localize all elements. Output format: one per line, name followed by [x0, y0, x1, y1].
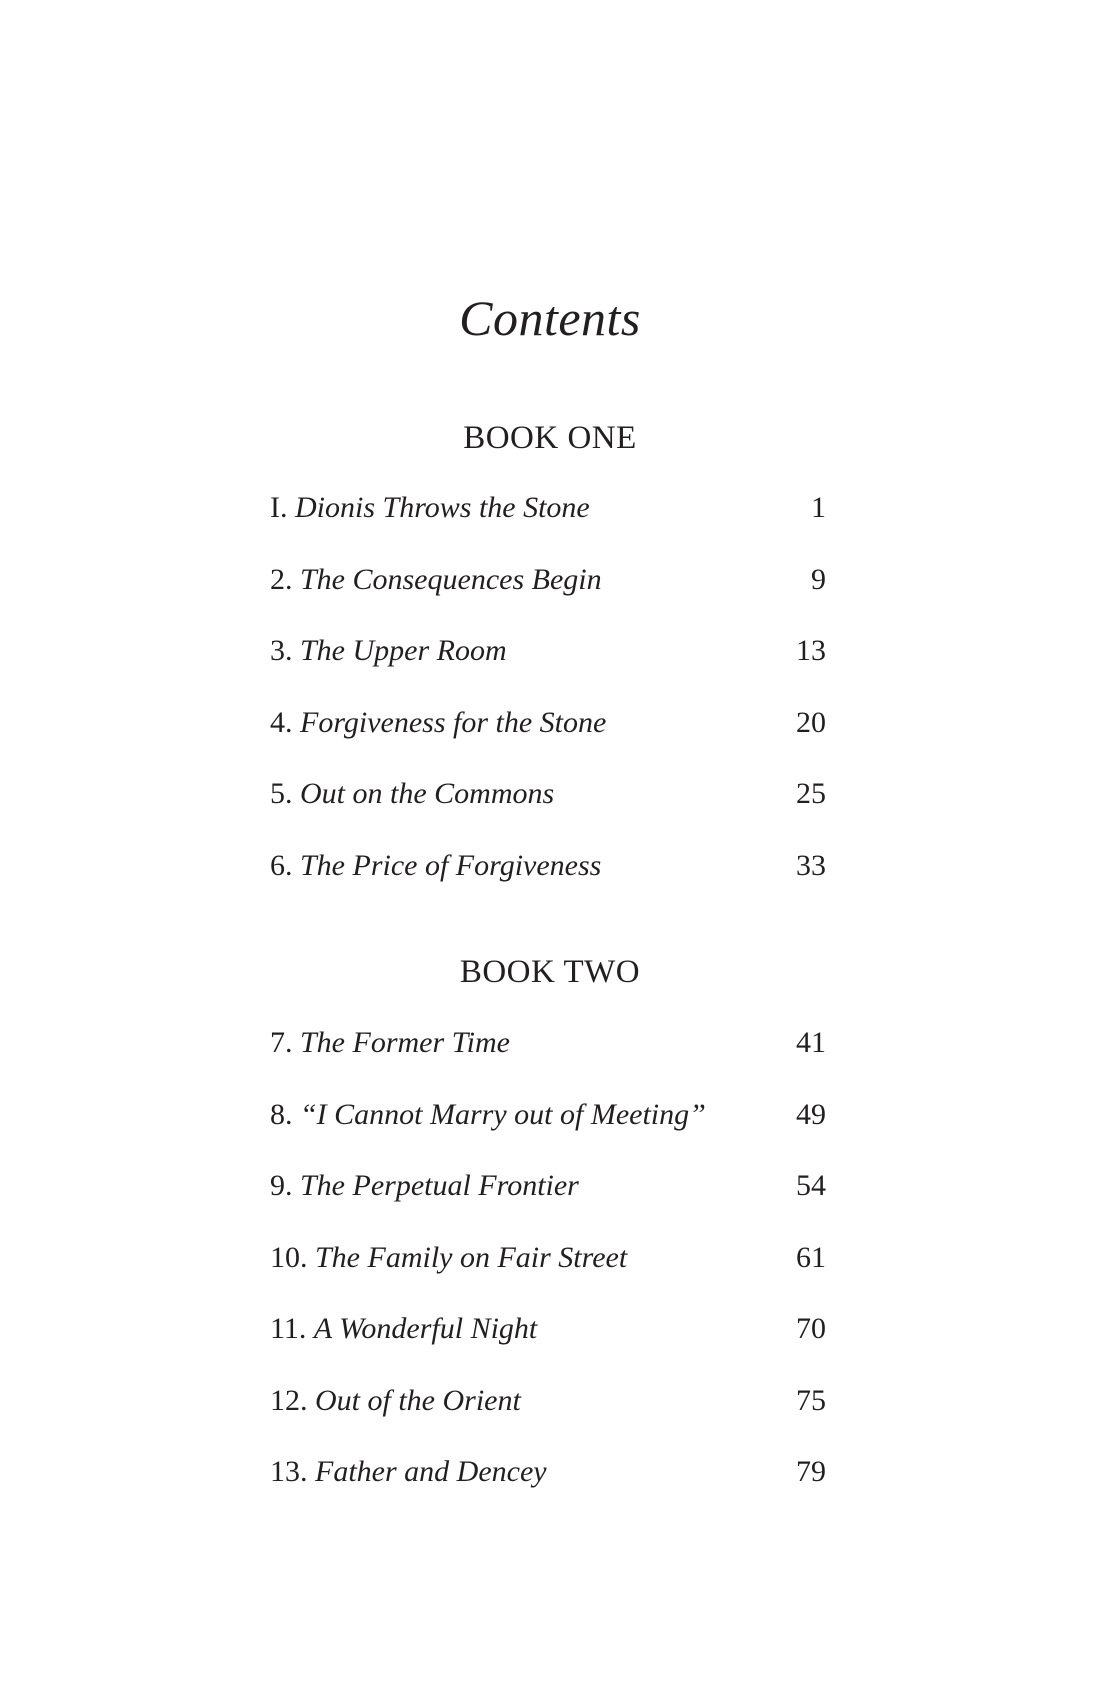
- page-number: 1: [811, 491, 826, 524]
- chapter-number: 5.: [270, 777, 293, 810]
- book-one-chapter-list: [270, 488, 826, 917]
- chapter-title: A Wonderful Night: [313, 1312, 538, 1345]
- page-number: 13: [796, 634, 826, 667]
- toc-entry: [270, 774, 826, 846]
- chapter-title: The Price of Forgiveness: [300, 848, 602, 882]
- book-two-heading: BOOK TWO: [459, 954, 641, 990]
- chapter-title: The Perpetual Frontier: [300, 1169, 579, 1202]
- chapter-heading: [270, 1095, 706, 1135]
- chapter-title: Father and Dencey: [315, 1455, 547, 1488]
- chapter-heading: [270, 774, 554, 814]
- page-number: 25: [796, 777, 826, 810]
- toc-entry: [270, 488, 826, 560]
- page-number: 9: [811, 562, 826, 596]
- chapter-title: Dionis Throws the Stone: [295, 491, 590, 524]
- toc-entry: [270, 560, 826, 632]
- chapter-heading: [270, 846, 601, 886]
- toc-entry: [270, 1381, 826, 1453]
- chapter-heading: [270, 1309, 537, 1349]
- chapter-number: 2.: [270, 562, 293, 596]
- chapter-title: The Consequences Begin: [300, 562, 602, 596]
- page-number: 70: [796, 1312, 826, 1345]
- chapter-number: 11.: [270, 1312, 307, 1345]
- book-one-heading: BOOK ONE: [463, 420, 637, 456]
- page-number: 33: [796, 848, 826, 882]
- page-number: 54: [796, 1169, 826, 1202]
- chapter-title: Out on the Commons: [300, 777, 555, 810]
- toc-entry: [270, 703, 826, 775]
- chapter-heading: [270, 631, 507, 671]
- chapter-number: 8.: [270, 1097, 293, 1131]
- chapter-heading: [270, 488, 590, 528]
- book-two-chapter-list: [270, 1023, 826, 1524]
- chapter-title: The Upper Room: [300, 634, 507, 667]
- chapter-heading: [270, 703, 606, 743]
- chapter-title: The Family on Fair Street: [315, 1240, 628, 1274]
- chapter-number: 7.: [270, 1026, 293, 1059]
- toc-entry: [270, 631, 826, 703]
- chapter-title: Forgiveness for the Stone: [300, 705, 607, 739]
- toc-entry: [270, 1452, 826, 1524]
- toc-entry: [270, 1023, 826, 1095]
- toc-entry: [270, 1095, 826, 1167]
- page-number: 20: [796, 705, 826, 739]
- page-number: 49: [796, 1097, 826, 1131]
- chapter-number: 4.: [270, 705, 293, 739]
- page-number: 75: [796, 1383, 826, 1417]
- page-title: Contents: [459, 290, 641, 346]
- toc-entry: [270, 1238, 826, 1310]
- chapter-number: I.: [270, 491, 288, 524]
- chapter-title: Out of the Orient: [315, 1383, 521, 1417]
- chapter-number: 13.: [270, 1455, 308, 1488]
- chapter-title: “I Cannot Marry out of Meeting”: [300, 1097, 706, 1131]
- page-number: 61: [796, 1240, 826, 1274]
- chapter-heading: [270, 1023, 510, 1063]
- chapter-heading: [270, 1238, 627, 1278]
- toc-entry: [270, 846, 826, 918]
- chapter-heading: [270, 560, 602, 600]
- chapter-heading: [270, 1452, 547, 1492]
- page-number: 79: [796, 1455, 826, 1488]
- toc-entry: [270, 1166, 826, 1238]
- chapter-heading: [270, 1381, 521, 1421]
- page-number: 41: [796, 1026, 826, 1059]
- chapter-heading: [270, 1166, 579, 1206]
- chapter-number: 9.: [270, 1169, 293, 1202]
- chapter-number: 10.: [270, 1240, 308, 1274]
- chapter-title: The Former Time: [300, 1026, 510, 1059]
- chapter-number: 12.: [270, 1383, 308, 1417]
- chapter-number: 3.: [270, 634, 293, 667]
- toc-entry: [270, 1309, 826, 1381]
- chapter-number: 6.: [270, 848, 293, 882]
